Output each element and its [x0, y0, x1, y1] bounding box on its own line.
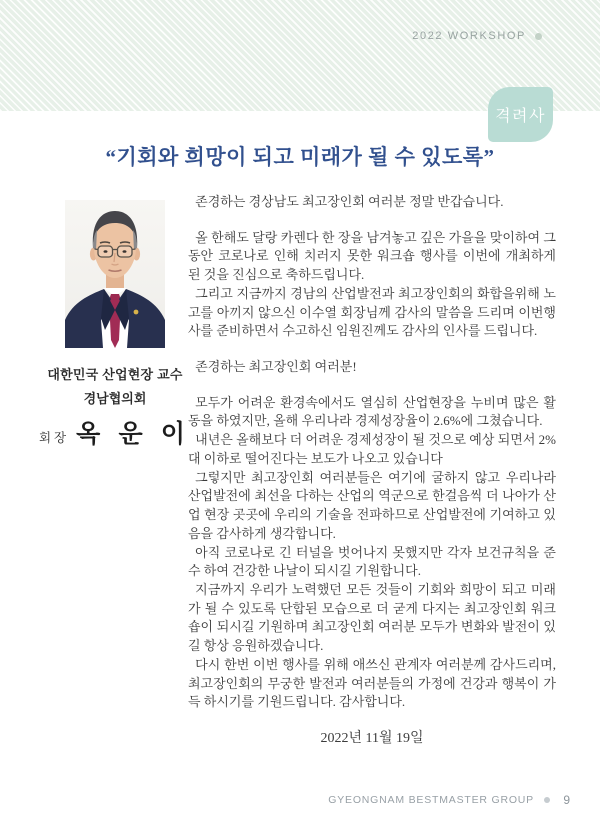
profile-org-line2: 경남협의회	[83, 391, 147, 406]
section-tab	[488, 87, 553, 142]
letter-paragraph: 모두가 어려운 환경속에서도 열심히 산업현장을 누비며 많은 활동을 하였지만, 올해 우리나라 경제성장율이 2.6%에 그쳤습니다.	[188, 394, 556, 429]
profile-caption	[33, 364, 197, 450]
eye-left	[104, 250, 108, 253]
profile-name-line	[33, 414, 197, 450]
glasses-temple-right	[132, 249, 136, 250]
eye-right	[123, 250, 127, 253]
letter-body	[188, 193, 556, 749]
page-number: 9	[563, 793, 570, 807]
letter-date: 2022년 11월 19일	[320, 730, 424, 746]
profile-name: 옥 운 이	[76, 421, 192, 448]
portrait-illustration	[65, 200, 165, 348]
letter-paragraph: 존경하는 경상남도 최고장인회 여러분 정말 반갑습니다.	[195, 194, 504, 209]
letter-paragraph: 그렇지만 최고장인회 여러분들은 여기에 굴하지 않고 우리나라 산업발전에 최선을 다하는 산업의 역군으로 한걸음씩 더 나아가 산업 현장 곳곳에 우리의 기술을 전파하므로 산업발전에 기여하고 있음을 감사하게 생각합니다.	[188, 469, 556, 541]
letter-paragraph: 내년은 올해보다 더 어려운 경제성장이 될 것으로 예상 되면서 2%대 이하로 떨어진다는 보도가 나오고 있습니다	[188, 432, 556, 466]
letter-paragraph: 존경하는 최고장인회 여러분!	[195, 359, 357, 375]
section-tab-label: 격려사	[495, 108, 546, 125]
letter-paragraphs	[188, 193, 556, 712]
profile-role: 회장	[38, 431, 70, 445]
letter-paragraph: 다시 한번 이번 행사를 위해 애쓰신 관계자 여러분께 감사드리며, 최고장인회의 무궁한 발전과 여러분들의 가정에 건강과 행복이 가득 하시기를 기원드립니다. 감사합니다.	[188, 656, 556, 710]
page-footer	[328, 793, 570, 807]
letter-paragraph: 그리고 지금까지 경남의 산업발전과 최고장인회의 화합을위해 노고를 아끼지 않으신 이수열 회장님께 감사의 말씀을 드리며 이번행사를 준비하면서 수고하신 임원진께도 감사의 인사를 드립니다.	[188, 285, 556, 339]
workshop-label: 2022 WORKSHOP	[412, 30, 526, 42]
workshop-header	[412, 30, 542, 42]
lapel-pin	[134, 310, 139, 315]
page-title: “기회와 희망이 되고 미래가 될 수 있도록”	[105, 145, 495, 169]
letter-paragraph: 아직 코로나로 긴 터널을 벗어나지 못했지만 각자 보건규칙을 준수 하여 건강한 나날이 되시길 기원합니다.	[188, 544, 556, 579]
glasses-temple-left	[95, 249, 99, 250]
workshop-dot-icon	[535, 33, 542, 40]
footer-group-name: GYEONGNAM BESTMASTER GROUP	[328, 794, 534, 806]
portrait-photo	[65, 200, 165, 348]
letter-paragraph: 올 한해도 달랑 카렌다 한 장을 남겨놓고 깊은 가을을 맞이하여 그동안 코로나로 인해 치러지 못한 워크숍 행사를 이번에 개최하게 된 것을 진심으로 축하드립니다.	[188, 229, 556, 283]
letter-paragraph: 지금까지 우리가 노력했던 모든 것들이 기회와 희망이 되고 미래가 될 수 있도록 단합된 모습으로 더 굳게 다지는 최고장인회 워크숍이 되시길 기원하며 최고장인회 여러분 모두가 변화와 발전이 있길 항상 응원하겠습니다.	[188, 581, 556, 654]
footer-dot-icon	[544, 797, 550, 803]
profile-org-line1: 대한민국 산업현장 교수	[47, 367, 183, 382]
